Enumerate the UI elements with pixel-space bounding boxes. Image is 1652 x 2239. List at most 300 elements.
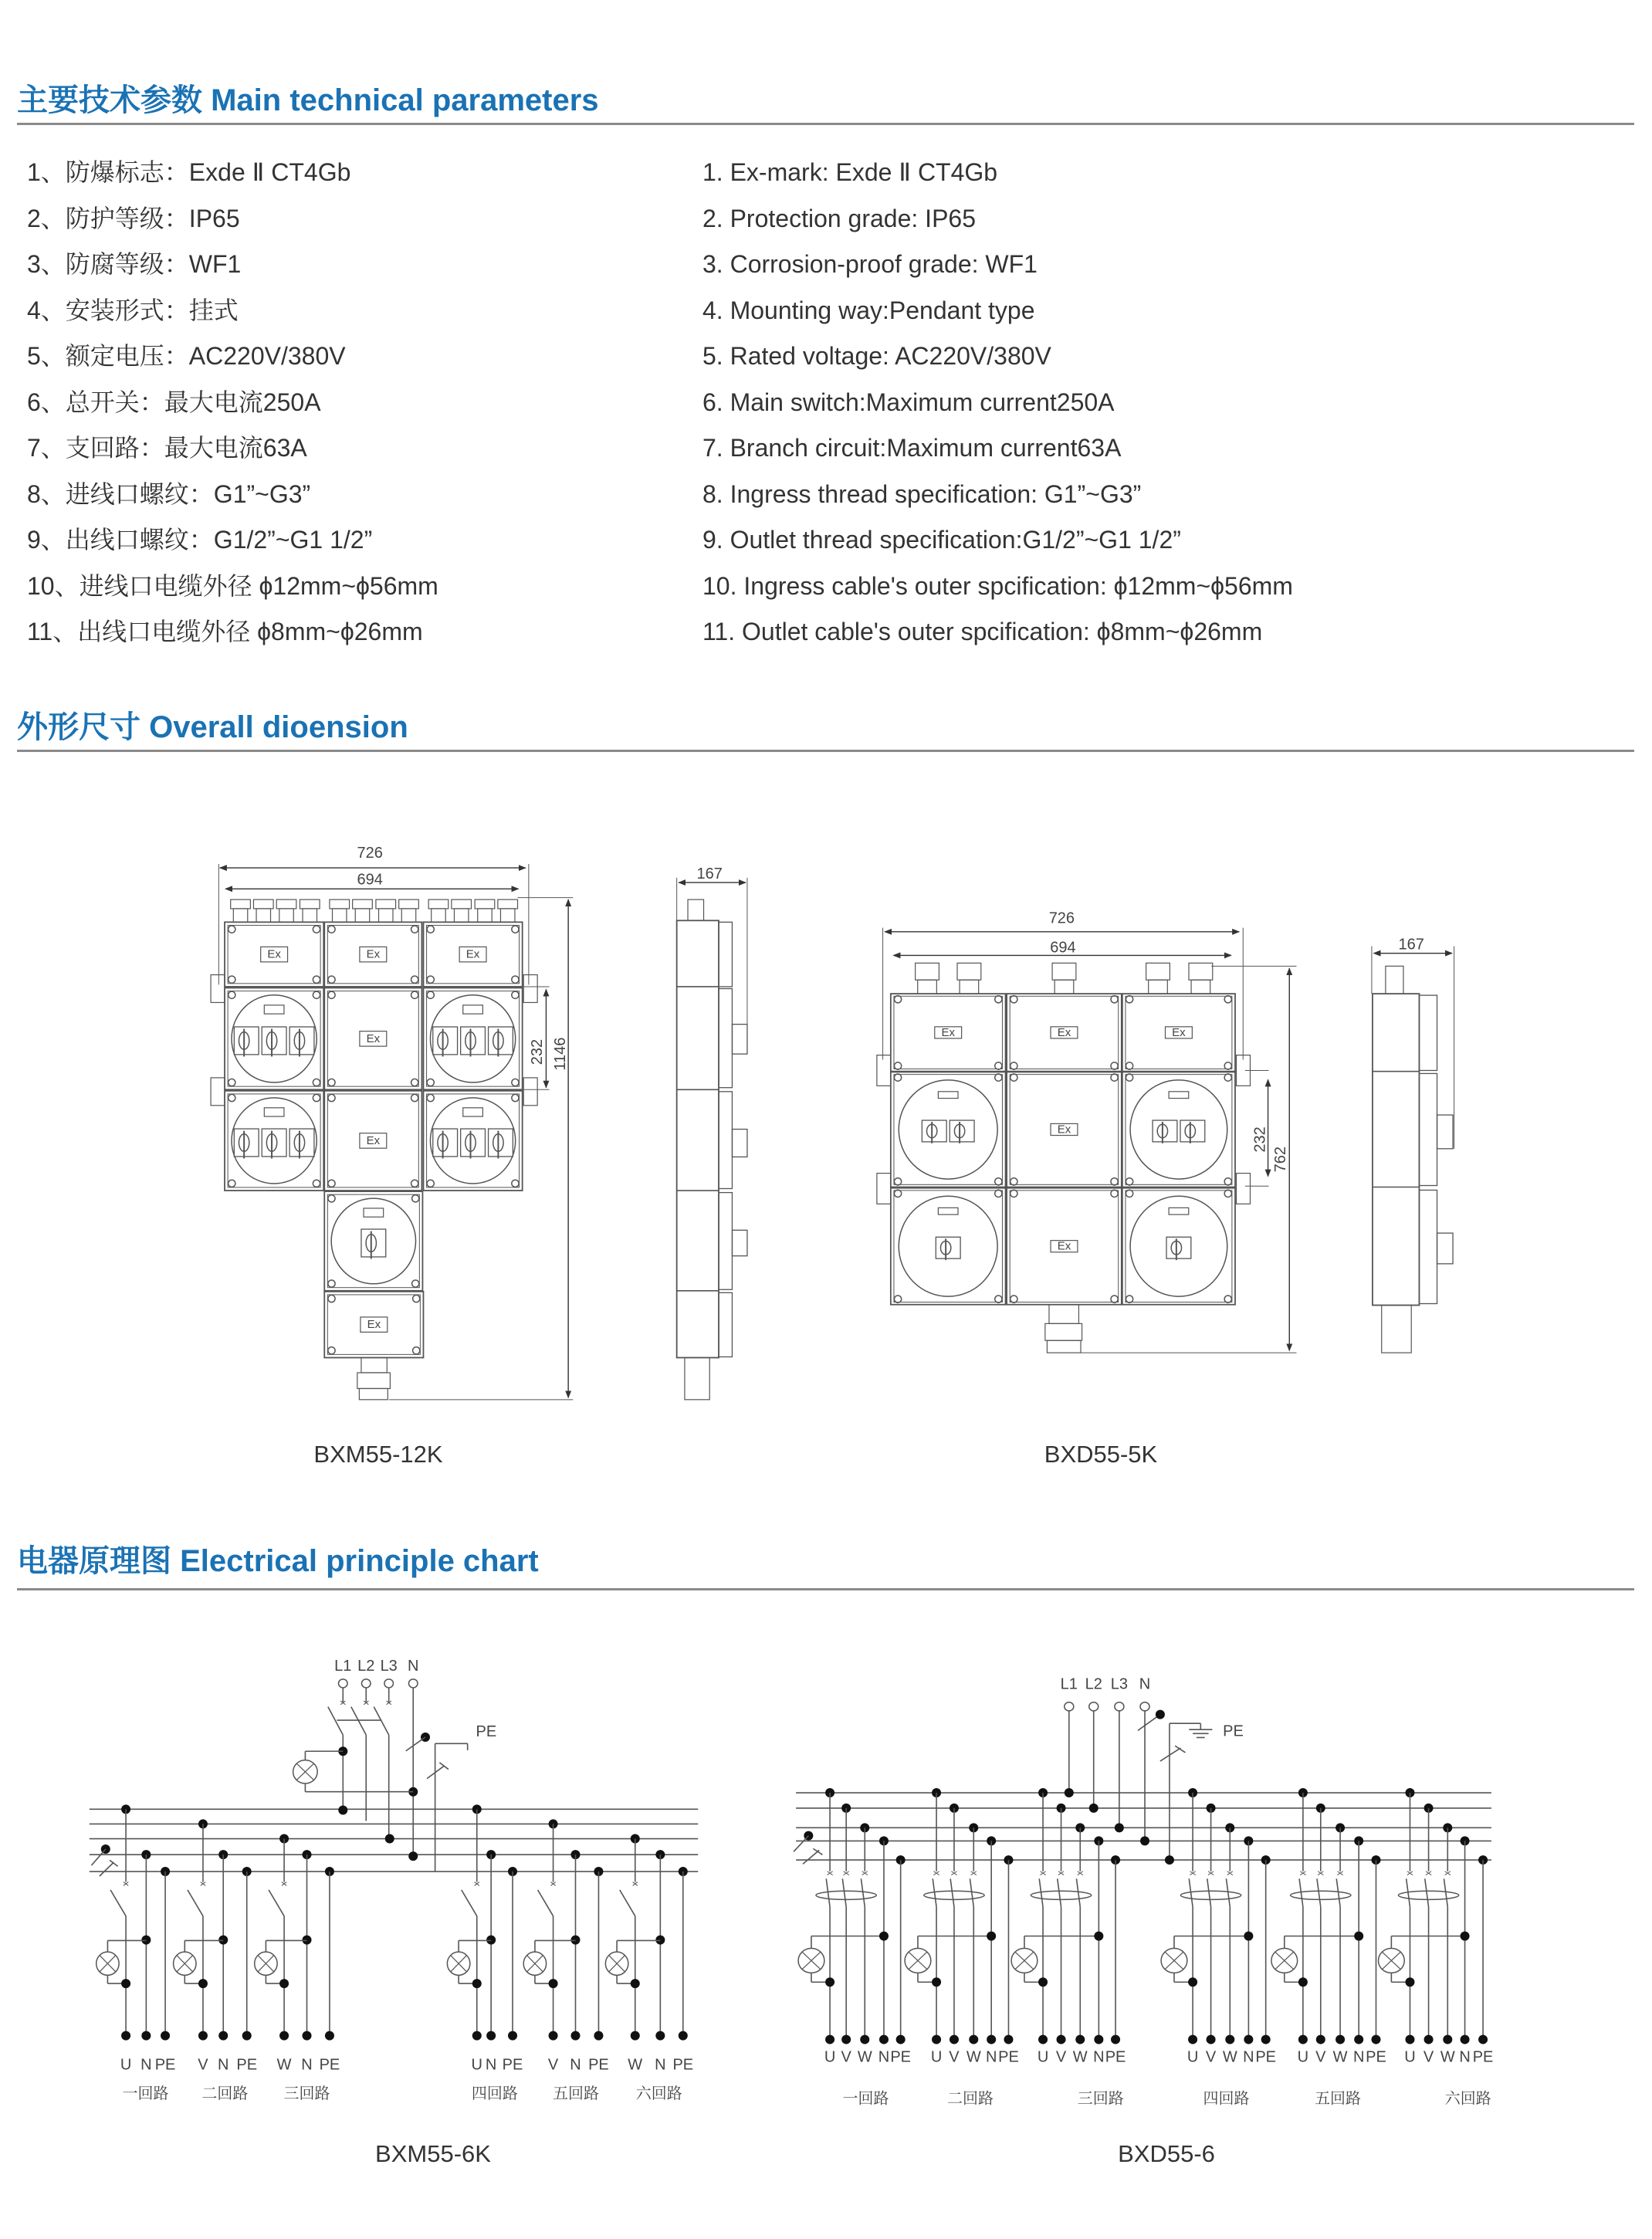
switch-cover-circle (899, 1080, 997, 1179)
junction-dot (631, 1834, 640, 1844)
contact-mark (1058, 1871, 1064, 1875)
bolt-icon (1126, 1296, 1132, 1302)
indicator-lamp-icon (255, 1952, 277, 1975)
junction-dot (1461, 2035, 1470, 2044)
switch-cover-circle (899, 1196, 997, 1296)
junction-dot (1461, 1836, 1470, 1845)
contact-mark (124, 1882, 128, 1886)
rcd-switch-blade (1425, 1878, 1429, 1907)
branch-switch-blade (538, 1890, 553, 1916)
enclosure-flange (1010, 1191, 1119, 1302)
nameplate (463, 1108, 483, 1116)
ex-mark: Ex (1057, 1239, 1071, 1253)
cable-gland-icon (330, 899, 350, 909)
bolt-icon (229, 1180, 235, 1187)
neutral-switch (406, 1737, 425, 1751)
cable-gland-icon (1055, 980, 1074, 994)
junction-dot (1424, 1804, 1434, 1813)
junction-dot (242, 1867, 252, 1876)
junction-dot (860, 1823, 869, 1832)
terminal-label: PE (890, 2048, 912, 2066)
lamp-cross (802, 1952, 821, 1969)
input-label: N (1139, 1675, 1151, 1693)
mounting-ear (523, 1078, 537, 1106)
enclosure-flange (1010, 996, 1119, 1069)
cable-gland-icon (685, 1357, 709, 1399)
junction-dot (879, 2035, 889, 2044)
rotary-switch-module (936, 1237, 960, 1258)
bolt-icon (894, 1190, 901, 1197)
contact-mark (971, 1871, 977, 1875)
branch-label: 三回路 (1077, 2090, 1124, 2108)
enclosure-box (324, 987, 421, 1089)
ex-mark-plate (261, 947, 288, 961)
enclosure-flange (1010, 1075, 1119, 1185)
switch-handle-icon (266, 1134, 276, 1152)
junction-dot (1038, 1788, 1048, 1797)
enclosure-box (1007, 1188, 1122, 1305)
side-view-cover (719, 922, 732, 987)
enclosure-box (1007, 1072, 1122, 1187)
enclosure-flange (327, 925, 418, 983)
junction-dot (242, 2031, 252, 2041)
contact-mark (282, 1882, 286, 1886)
input-label: L2 (1085, 1675, 1102, 1693)
switch-handle-icon (294, 1134, 304, 1152)
section-divider (17, 123, 1634, 125)
junction-dot (1424, 2035, 1434, 2044)
input-label: L3 (1110, 1675, 1128, 1693)
side-view-cover (719, 989, 732, 1088)
junction-dot (508, 1867, 517, 1876)
switch-handle-icon (294, 1032, 304, 1050)
switch-handle-icon (1171, 1241, 1181, 1254)
parameter-item-en: 7. Branch circuit:Maximum current63A (702, 434, 1122, 462)
junction-dot (570, 1850, 580, 1859)
section-divider (17, 1588, 1634, 1590)
junction-dot (1156, 1710, 1165, 1719)
junction-dot (1004, 2035, 1013, 2044)
contact-mark (475, 1882, 479, 1886)
junction-dot (1094, 1932, 1103, 1941)
contact-mark (340, 1701, 345, 1705)
bolt-icon (427, 976, 434, 983)
contact-mark (1337, 1871, 1342, 1875)
cable-gland-icon (918, 980, 937, 994)
junction-dot (1004, 1855, 1013, 1865)
rotary-switch-module (361, 1229, 386, 1257)
ex-mark-plate (360, 1031, 387, 1046)
section-title-dimension: 外形尺寸 Overall dioension (17, 710, 408, 744)
terminal-label: PE (672, 2056, 694, 2074)
switch-handle-icon (438, 1134, 448, 1152)
bolt-icon (1010, 1074, 1017, 1081)
junction-dot (1038, 1977, 1048, 1987)
terminal-label: U (824, 2048, 836, 2066)
rotary-switch-module (433, 1027, 458, 1055)
input-terminal-icon (1115, 1702, 1124, 1711)
rotary-switch-module (950, 1120, 974, 1142)
terminal-label: V (1315, 2048, 1326, 2066)
contact-mark (933, 1871, 939, 1875)
mounting-ear (877, 1174, 891, 1204)
terminal-label: U (1187, 2048, 1199, 2066)
enclosure-flange (427, 1094, 520, 1187)
terminal-label: W (1222, 2048, 1237, 2066)
branch-switch-blade (462, 1890, 477, 1916)
input-label: L2 (357, 1657, 375, 1675)
switch-handle-icon (366, 1235, 376, 1252)
junction-dot (1165, 1855, 1174, 1865)
lamp-cross (1015, 1952, 1034, 1969)
contact-mark (201, 1882, 205, 1886)
branch-label: 一回路 (842, 2090, 889, 2108)
incoming-switch (803, 1850, 819, 1864)
contact-mark (1208, 1871, 1214, 1875)
contact-mark (282, 1882, 286, 1886)
terminal-label: V (198, 2056, 208, 2074)
junction-dot (932, 2035, 941, 2044)
bolt-icon (427, 1180, 434, 1187)
cable-gland-icon (1191, 980, 1210, 994)
junction-dot (218, 2031, 228, 2041)
junction-dot (1405, 2035, 1414, 2044)
cable-gland-icon (1049, 1305, 1078, 1324)
junction-dot (1478, 1855, 1488, 1865)
junction-dot (1335, 1823, 1345, 1832)
mounting-ear (211, 1078, 225, 1106)
junction-dot (825, 1788, 834, 1797)
contact-mark (862, 1871, 868, 1875)
junction-dot (408, 1787, 418, 1797)
junction-dot (1371, 2035, 1380, 2044)
junction-dot (508, 2031, 517, 2041)
junction-dot (279, 1979, 289, 1988)
input-label: L1 (334, 1657, 352, 1675)
contact-mark (933, 1871, 939, 1875)
parameter-item-cn: 8、进线口螺纹：G1”~G3” (27, 479, 311, 508)
bolt-icon (1224, 1178, 1231, 1185)
bolt-icon (328, 1295, 335, 1302)
terminal-label: N (655, 2056, 666, 2074)
bolt-icon (328, 1280, 335, 1287)
junction-dot (338, 1806, 347, 1815)
junction-dot (896, 2035, 906, 2044)
bolt-icon (995, 1062, 1002, 1069)
ex-mark-plate (459, 947, 486, 961)
ex-mark-plate (1051, 1241, 1078, 1252)
junction-dot (161, 2031, 170, 2041)
side-view-body (1373, 994, 1420, 1305)
lamp-cross (527, 1956, 543, 1972)
enclosure-box (423, 987, 522, 1089)
rotary-switch-module (234, 1129, 259, 1157)
incoming-switch (110, 1860, 118, 1866)
indicator-lamp-icon (174, 1952, 196, 1975)
junction-dot (1443, 1823, 1452, 1832)
junction-dot (879, 1932, 889, 1941)
rotary-switch-module (489, 1027, 513, 1055)
enclosure-box (1122, 1072, 1235, 1187)
rotary-switch-module (289, 1027, 314, 1055)
indicator-lamp-icon (798, 1949, 824, 1973)
terminal-label: U (1297, 2048, 1309, 2066)
bolt-icon (413, 1347, 420, 1354)
input-terminal-icon (1065, 1702, 1074, 1711)
bolt-icon (894, 1296, 901, 1302)
rcd-switch-blade (1407, 1878, 1410, 1907)
bolt-icon (313, 1094, 320, 1101)
contact-mark (1078, 1871, 1083, 1875)
bolt-icon (512, 1079, 519, 1086)
bolt-icon (328, 1094, 335, 1101)
bolt-icon (995, 1190, 1002, 1197)
terminal-label: U (1037, 2048, 1049, 2066)
branch-label: 五回路 (1315, 2090, 1362, 2108)
bolt-icon (313, 926, 320, 933)
bolt-icon (995, 1074, 1002, 1081)
enclosure-flange (228, 991, 320, 1087)
cable-gland-icon (1386, 966, 1403, 994)
terminal-label: V (1205, 2048, 1217, 2066)
indicator-lamp-icon (1161, 1949, 1187, 1973)
contact-mark (951, 1871, 956, 1875)
parameter-item-en: 6. Main switch:Maximum current250A (702, 388, 1115, 416)
enclosure-box (423, 1091, 522, 1191)
junction-dot (1094, 1836, 1103, 1845)
terminal-label: U (930, 2048, 943, 2066)
bolt-icon (1224, 1296, 1231, 1302)
rcd-switch-blade (1058, 1878, 1061, 1907)
contact-mark (827, 1871, 832, 1875)
bolt-icon (427, 1079, 434, 1086)
junction-dot (950, 1804, 959, 1813)
switch-handle-icon (239, 1134, 249, 1152)
junction-dot (1225, 1823, 1234, 1832)
indicator-lamp-icon (1271, 1949, 1298, 1973)
contact-mark (1190, 1871, 1195, 1875)
section-title-parameters: 主要技术参数 Main technical parameters (17, 83, 599, 117)
branch-label: 六回路 (1444, 2090, 1491, 2108)
rcd-toroid-icon (1031, 1891, 1091, 1899)
contact-mark (1407, 1871, 1413, 1875)
switch-cover-circle (232, 995, 317, 1082)
bolt-icon (995, 1296, 1002, 1302)
terminal-label: W (1332, 2048, 1348, 2066)
terminal-label: PE (1472, 2048, 1494, 2066)
enclosure-box (423, 922, 522, 987)
incoming-switch (91, 1849, 105, 1865)
junction-dot (1298, 2035, 1308, 2044)
terminal-label: N (301, 2056, 313, 2074)
switch-knob-side (732, 1130, 746, 1157)
model-label-bxm55-12k: BXM55-12K (313, 1441, 443, 1468)
terminal-label: V (1423, 2048, 1434, 2066)
switch-handle-icon (493, 1032, 503, 1050)
junction-dot (1244, 2035, 1253, 2044)
rcd-switch-blade (950, 1878, 954, 1907)
switch-handle-icon (465, 1134, 476, 1152)
main-switch-blade (351, 1707, 366, 1736)
rotary-switch-module (461, 1027, 486, 1055)
parameter-item-en: 9. Outlet thread specification:G1/2”~G1 1/2” (702, 526, 1181, 554)
bolt-icon (1111, 1062, 1118, 1069)
dimension-depth: 167 (696, 865, 723, 882)
lamp-cross (909, 1952, 927, 1969)
dimension-height: 762 (1271, 1147, 1289, 1173)
junction-dot (161, 1867, 170, 1876)
contact-mark (633, 1882, 638, 1886)
input-terminal-icon (1089, 1702, 1099, 1711)
junction-dot (1115, 1823, 1124, 1832)
junction-dot (101, 1844, 110, 1854)
indicator-lamp-icon (605, 1952, 628, 1975)
bolt-icon (427, 1094, 434, 1101)
ex-mark-plate (1051, 1123, 1078, 1135)
bolt-icon (411, 976, 418, 983)
contact-mark (844, 1871, 849, 1875)
branch-switch-blade (188, 1890, 203, 1916)
bolt-icon (1010, 996, 1017, 1003)
cable-gland-icon (1045, 1323, 1082, 1340)
contact-mark (951, 1871, 956, 1875)
ex-mark-plate (1165, 1027, 1192, 1038)
terminal-label: PE (502, 2056, 523, 2074)
junction-dot (218, 1850, 228, 1859)
enclosure-flange (327, 1094, 418, 1187)
enclosure-box (324, 922, 421, 987)
junction-dot (1461, 1932, 1470, 1941)
terminal-label: V (949, 2048, 960, 2066)
junction-dot (472, 1979, 482, 1988)
junction-dot (1405, 1788, 1414, 1797)
lamp-cross (451, 1956, 467, 1972)
rotary-switch-module (1153, 1120, 1177, 1142)
terminal-label: N (1093, 2048, 1105, 2066)
enclosure-flange (327, 1295, 420, 1354)
section-title-principle: 电器原理图 Electrical principle chart (17, 1544, 539, 1578)
junction-dot (1405, 1977, 1414, 1987)
input-terminal-icon (384, 1679, 394, 1688)
cable-gland-icon (960, 980, 979, 994)
contact-mark (1227, 1871, 1233, 1875)
ex-mark: Ex (1057, 1123, 1071, 1136)
bolt-icon (411, 991, 418, 998)
pe-switch (1160, 1748, 1181, 1761)
dimension-depth: 167 (1398, 936, 1424, 954)
branch-label: 二回路 (947, 2090, 994, 2108)
contact-mark (1318, 1871, 1323, 1875)
junction-dot (198, 2031, 208, 2041)
junction-dot (1207, 1804, 1216, 1813)
incoming-switch (813, 1848, 822, 1855)
contact-mark (1208, 1871, 1214, 1875)
switch-handle-icon (493, 1134, 503, 1152)
contact-mark (1227, 1871, 1233, 1875)
pe-switch (1175, 1746, 1185, 1753)
parameter-item-cn: 9、出线口螺纹：G1/2”~G1 1/2” (27, 526, 373, 554)
side-view-cover (719, 1092, 732, 1189)
parameter-item-en: 1. Ex-mark: Exde Ⅱ CT4Gb (702, 158, 998, 186)
junction-dot (486, 1850, 496, 1859)
branch-label: 三回路 (283, 2085, 330, 2103)
cable-gland-icon (361, 1357, 387, 1372)
enclosure-box (324, 1292, 423, 1358)
indicator-lamp-icon (293, 1760, 318, 1783)
rcd-switch-blade (1189, 1878, 1193, 1907)
ex-mark-plate (1051, 1027, 1078, 1038)
parameter-item-cn: 10、进线口电缆外径 ϕ12mm~ϕ56mm (27, 571, 438, 600)
rotary-switch-module (1180, 1120, 1205, 1142)
switch-handle-icon (438, 1032, 448, 1050)
incoming-switch (100, 1862, 113, 1876)
bolt-icon (894, 1074, 901, 1081)
junction-dot (1261, 2035, 1271, 2044)
rcd-switch-blade (1226, 1878, 1230, 1907)
junction-dot (421, 1733, 430, 1742)
junction-dot (860, 2035, 869, 2044)
bolt-icon (1111, 1178, 1118, 1185)
terminal-label: PE (1255, 2048, 1277, 2066)
lamp-cross (296, 1763, 313, 1780)
cable-gland-icon (454, 909, 468, 922)
cable-gland-icon (253, 899, 273, 909)
indicator-lamp-icon (96, 1952, 119, 1975)
junction-dot (1075, 2035, 1085, 2044)
junction-dot (804, 1831, 813, 1841)
rotary-switch-module (461, 1129, 486, 1157)
junction-dot (594, 1867, 603, 1876)
branch-label: 四回路 (471, 2085, 518, 2103)
rotary-switch-module (289, 1129, 314, 1157)
pe-switch (427, 1766, 445, 1779)
rotary-switch-module (1166, 1237, 1191, 1258)
mounting-ear (1237, 1174, 1251, 1204)
section-divider (17, 750, 1634, 752)
bolt-icon (1126, 1074, 1132, 1081)
junction-dot (218, 1936, 228, 1945)
ex-mark-plate (360, 947, 387, 961)
bolt-icon (328, 1180, 335, 1187)
bolt-icon (229, 976, 235, 983)
side-view-body (677, 920, 719, 1357)
cable-gland-icon (916, 963, 939, 980)
rotary-switch-module (262, 1129, 286, 1157)
switch-handle-icon (927, 1124, 937, 1137)
junction-dot (1371, 1855, 1380, 1865)
switch-knob-side (1437, 1233, 1454, 1264)
dimension-width-outer: 726 (1048, 909, 1075, 927)
junction-dot (1478, 2035, 1488, 2044)
rcd-toroid-icon (816, 1891, 876, 1899)
junction-dot (655, 1850, 665, 1859)
junction-dot (1354, 1932, 1363, 1941)
lamp-cross (802, 1952, 821, 1969)
switch-cover-circle (430, 995, 515, 1082)
bolt-icon (313, 976, 320, 983)
parameter-item-cn: 6、总开关：最大电流250A (27, 388, 321, 416)
bolt-icon (427, 926, 434, 933)
rotary-switch-module (489, 1129, 513, 1157)
terminal-label: N (218, 2056, 229, 2074)
enclosure-box (1007, 994, 1122, 1072)
nameplate (264, 1108, 284, 1116)
junction-dot (679, 1867, 688, 1876)
bolt-icon (512, 976, 519, 983)
enclosure-flange (1126, 996, 1232, 1069)
branch-label: 六回路 (635, 2085, 682, 2103)
branch-switch-blade (110, 1890, 126, 1916)
